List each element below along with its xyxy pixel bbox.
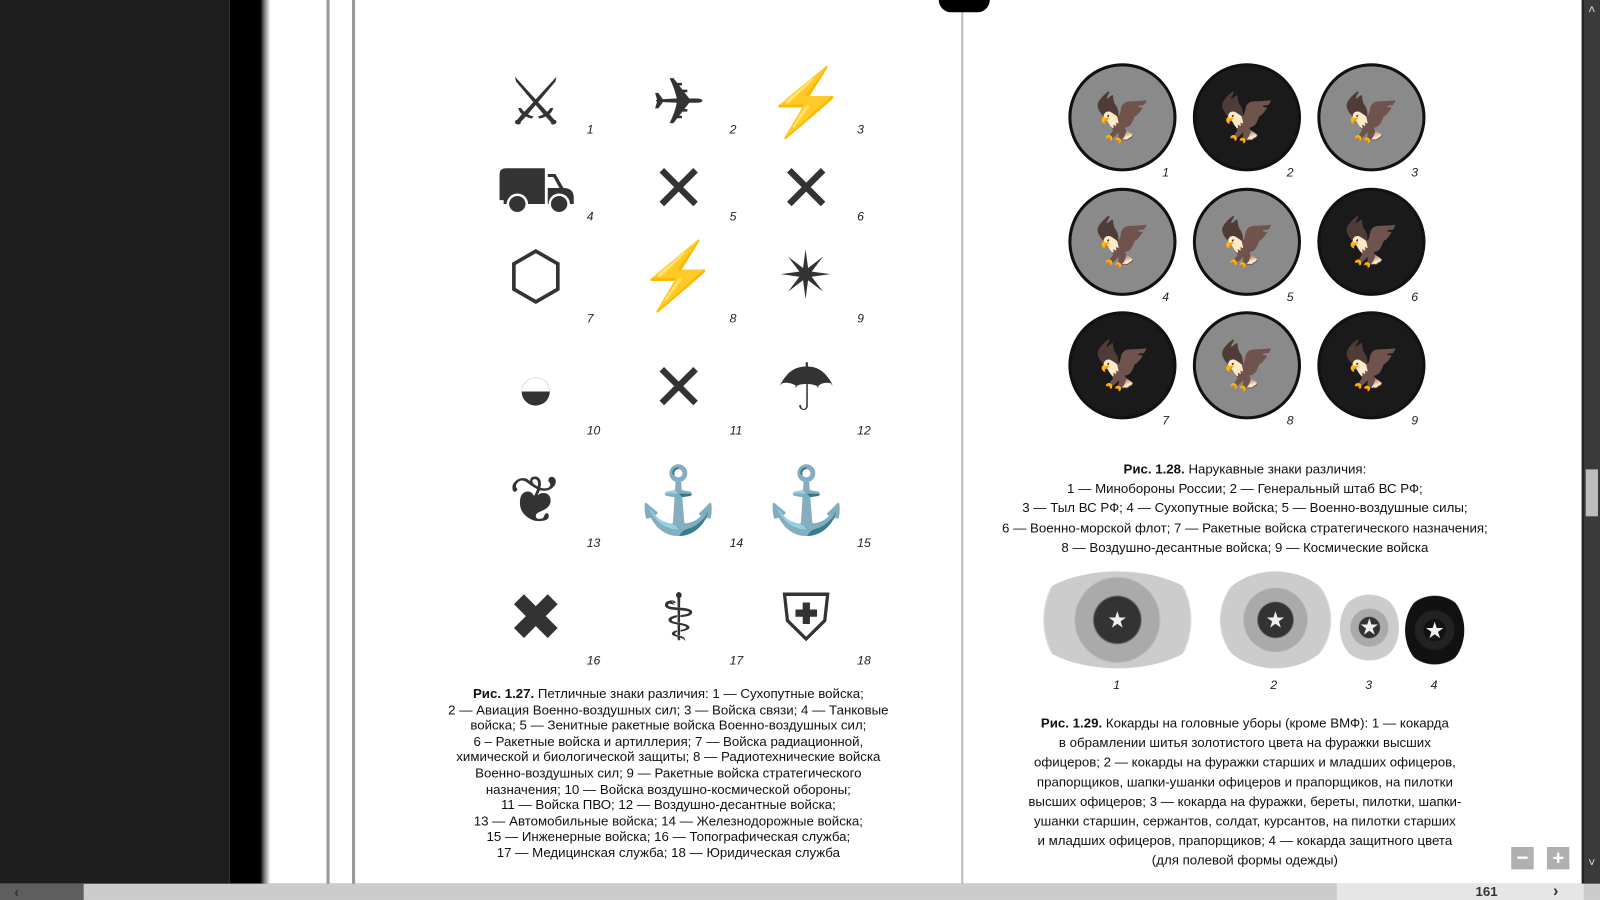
caption-line — [439, 845, 898, 861]
insignia-number: 10 — [586, 423, 601, 438]
sleeve-insignia-roundel — [1317, 311, 1425, 419]
caption-line — [1015, 733, 1474, 753]
caption-line — [1015, 752, 1474, 772]
insignia-number: 2 — [729, 122, 737, 137]
scroll-down-arrow-icon[interactable]: ˅ — [1588, 855, 1596, 870]
insignia-number: 12 — [857, 423, 871, 438]
double-headed-eagle-icon: 🦅 — [1342, 90, 1401, 144]
insignia-number: 5 — [729, 209, 737, 224]
sleeve-insignia-roundel — [1317, 63, 1425, 171]
horizontal-scrollbar[interactable] — [0, 884, 1600, 900]
caption-text: химической и биологической защиты; 8 — Радиотехнические войска — [456, 749, 881, 765]
caption-line — [990, 538, 1500, 558]
page-edge — [352, 0, 355, 884]
star-icon: ★ — [1424, 616, 1445, 643]
caption-text: 6 — Военно-морской флот; 7 — Ракетные войска стратегического назначения; — [1002, 520, 1488, 536]
collar-insignia-image: ⛟ — [494, 152, 577, 226]
collar-insignia-image: ✕ — [778, 152, 834, 226]
caption-text: 1 — Минобороны России; 2 — Генеральный штаб ВС РФ; — [1067, 480, 1423, 497]
double-headed-eagle-icon: 🦅 — [1217, 215, 1277, 269]
caption-line — [990, 459, 1500, 479]
insignia-number: 16 — [586, 653, 601, 668]
collar-insignia-image: ✈ — [651, 65, 706, 139]
caption-text: прапорщиков, шапки-ушанки офицеров и прапорщиков, на пилотки — [1036, 774, 1453, 790]
double-headed-eagle-icon: 🦅 — [1093, 215, 1152, 269]
book-spine — [961, 0, 963, 884]
caption-line — [1015, 811, 1474, 831]
next-page-button[interactable]: › — [1553, 882, 1559, 900]
caption-figure-label: Рис. 1.28. — [1123, 461, 1189, 477]
spine-shadow — [939, 0, 990, 12]
caption-text: войска; 5 — Зенитные ракетные войска Военно-воздушных сил; — [470, 717, 867, 733]
double-headed-eagle-icon: 🦅 — [1093, 90, 1152, 144]
caption-line — [1015, 772, 1474, 792]
page-number: 161 — [1475, 883, 1498, 899]
collar-insignia-image: ❦ — [508, 463, 564, 537]
caption-figure-label: Рис. 1.29. — [1040, 715, 1106, 731]
caption-line — [439, 686, 898, 702]
vertical-scroll-thumb[interactable] — [1586, 469, 1598, 516]
caption-line — [1015, 792, 1474, 812]
collar-insignia-image: ☂ — [776, 351, 836, 425]
insignia-number: 17 — [729, 653, 744, 668]
collar-insignia-image: ✖ — [508, 580, 564, 655]
caption-line — [990, 479, 1500, 499]
caption-line — [439, 749, 898, 765]
insignia-number: 8 — [1286, 413, 1294, 428]
insignia-number: 1 — [586, 122, 594, 137]
sleeve-insignia-roundel — [1193, 311, 1301, 419]
vertical-scrollbar[interactable] — [1584, 0, 1600, 884]
figure-1-29-caption — [1015, 713, 1474, 870]
cockade-number: 4 — [1430, 677, 1438, 692]
double-headed-eagle-icon: 🦅 — [1217, 90, 1277, 144]
figure-1-27-caption — [439, 686, 898, 861]
caption-text: в обрамлении шитья золотистого цвета на фуражки высших — [1058, 734, 1431, 751]
insignia-number: 4 — [1162, 289, 1170, 305]
document-page-spread — [230, 0, 1582, 884]
previous-page-button[interactable]: ‹ — [0, 884, 84, 900]
insignia-number: 8 — [729, 311, 737, 326]
cockade-number: 3 — [1365, 677, 1373, 692]
cockade-image — [1214, 571, 1336, 668]
star-icon: ★ — [1107, 606, 1128, 633]
caption-line — [439, 797, 898, 813]
caption-line — [439, 781, 898, 797]
caption-text: ушанки старшин, сержантов, солдат, курсантов, на пилотки старших — [1033, 813, 1456, 829]
star-icon: ★ — [1265, 606, 1286, 633]
collar-insignia-image: ✕ — [651, 351, 706, 425]
caption-text: офицеров; 2 — кокарды на фуражки старших и младших офицеров, — [1033, 754, 1456, 770]
double-headed-eagle-icon: 🦅 — [1342, 338, 1401, 392]
star-icon: ★ — [1359, 614, 1380, 640]
collar-insignia-image: ✕ — [651, 152, 706, 226]
insignia-number: 13 — [586, 535, 601, 550]
scroll-up-arrow-icon[interactable]: ˄ — [1588, 2, 1596, 17]
cockade-number: 2 — [1270, 677, 1278, 692]
zoom-out-button[interactable]: − — [1511, 847, 1533, 869]
cockade-image — [1026, 571, 1210, 668]
insignia-number: 3 — [857, 122, 864, 137]
caption-figure-label: Рис. 1.27. — [472, 685, 538, 702]
collar-insignia-image: ◒ — [515, 351, 556, 425]
caption-text: 17 — Медицинская служба; 18 — Юридическая служба — [496, 844, 840, 861]
page-edge — [327, 0, 330, 884]
insignia-number: 18 — [857, 653, 871, 668]
caption-text: назначения; 10 — Войска воздушно-космической обороны; — [485, 781, 851, 797]
insignia-number: 4 — [586, 209, 594, 224]
caption-text: и младших офицеров, прапорщиков; 4 — кокарда защитного цвета — [1037, 832, 1453, 849]
sleeve-insignia-roundel — [1193, 63, 1301, 171]
insignia-number: 9 — [1411, 413, 1419, 428]
caption-text: (для полевой формы одежды) — [1151, 852, 1338, 868]
insignia-number: 15 — [857, 535, 871, 550]
caption-text: Нарукавные знаки различия: — [1188, 461, 1367, 477]
caption-text: 15 — Инженерные войска; 16 — Топографическая служба; — [486, 828, 851, 845]
caption-line — [439, 733, 898, 749]
caption-text: 6 – Ракетные войска и артиллерия; 7 — Войска радиационной, — [473, 733, 864, 749]
caption-text: 3 — Тыл ВС РФ; 4 — Сухопутные войска; 5 — Военно-воздушные силы; — [1022, 500, 1468, 516]
double-headed-eagle-icon: 🦅 — [1217, 338, 1277, 392]
caption-line — [439, 765, 898, 781]
caption-text: 2 — Авиация Военно-воздушных сил; 3 — Войска связи; 4 — Танковые — [448, 701, 889, 717]
caption-line — [1015, 713, 1474, 733]
caption-text: высших офицеров; 3 — кокарда на фуражки, береты, пилотки, шапки- — [1028, 793, 1462, 809]
double-headed-eagle-icon: 🦅 — [1342, 215, 1401, 269]
caption-text: Кокарды на головные уборы (кроме ВМФ): 1 — кокарда — [1105, 715, 1449, 731]
insignia-number: 11 — [729, 423, 743, 438]
insignia-number: 14 — [729, 535, 744, 550]
caption-text: 11 — Войска ПВО; 12 — Воздушно-десантные войска; — [500, 797, 836, 813]
double-headed-eagle-icon: 🦅 — [1093, 338, 1152, 392]
page-binding-shadow — [230, 0, 271, 884]
collar-insignia-image: ⚔ — [506, 65, 565, 139]
collar-insignia-image: ⬡ — [507, 238, 565, 313]
cockade-image — [1340, 592, 1399, 663]
collar-insignia-image: ⚓ — [765, 463, 847, 537]
cockade-number: 1 — [1113, 677, 1121, 692]
caption-text: 13 — Автомобильные войска; 14 — Железнодорожные войска; — [473, 813, 864, 829]
zoom-in-button[interactable]: + — [1547, 847, 1569, 869]
sleeve-insignia-roundel — [1068, 188, 1176, 296]
caption-text: Петличные знаки различия: 1 — Сухопутные войска; — [537, 685, 864, 702]
collar-insignia-image: ⛨ — [781, 580, 831, 655]
caption-text: Военно-воздушных сил; 9 — Ракетные войска стратегического — [475, 765, 862, 781]
insignia-number: 5 — [1286, 289, 1294, 305]
figure-1-28-caption — [990, 459, 1500, 557]
sleeve-insignia-roundel — [1317, 188, 1425, 296]
insignia-number: 7 — [586, 311, 594, 326]
sleeve-insignia-roundel — [1068, 311, 1176, 419]
sleeve-insignia-roundel — [1068, 63, 1176, 171]
insignia-number: 3 — [1411, 165, 1419, 180]
caption-line — [439, 813, 898, 829]
sidebar-panel — [0, 0, 224, 884]
cockade-image — [1405, 592, 1464, 669]
insignia-number: 6 — [857, 209, 864, 224]
insignia-number: 6 — [1411, 289, 1419, 305]
insignia-number: 1 — [1162, 165, 1170, 180]
caption-line — [1015, 850, 1474, 870]
collar-insignia-image: ⚡ — [765, 65, 847, 139]
insignia-number: 9 — [857, 311, 864, 326]
collar-insignia-image: ⚓ — [637, 463, 720, 537]
caption-line — [439, 702, 898, 718]
caption-line — [990, 498, 1500, 518]
collar-insignia-image: ⚕ — [660, 580, 697, 655]
caption-line — [990, 518, 1500, 538]
insignia-number: 2 — [1286, 165, 1294, 180]
caption-line — [439, 718, 898, 734]
collar-insignia-image: ✴ — [778, 238, 834, 313]
collar-insignia-image: ⚡ — [637, 238, 720, 313]
sleeve-insignia-roundel — [1193, 188, 1301, 296]
caption-text: 8 — Воздушно-десантные войска; 9 — Космические войска — [1061, 539, 1429, 555]
scrollbar-track-end — [1337, 884, 1584, 900]
caption-line — [439, 829, 898, 845]
insignia-number: 7 — [1162, 413, 1170, 428]
caption-line — [1015, 831, 1474, 851]
